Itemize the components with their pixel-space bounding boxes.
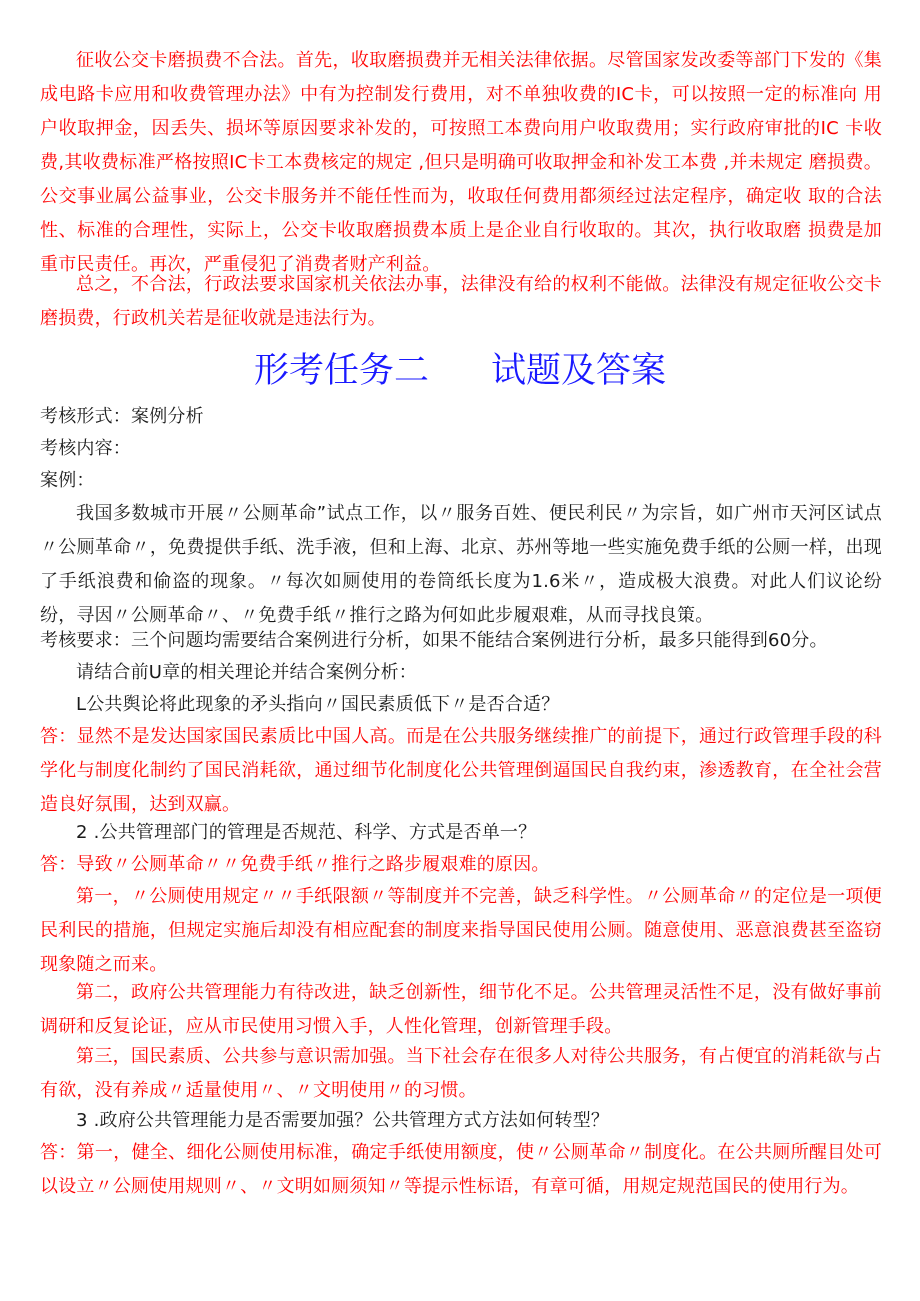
assessment-requirement: 考核要求：三个问题均需要结合案例进行分析，如果不能结合案例进行分析，最多只能得到60分。 xyxy=(40,630,828,651)
analysis-instruction: 请结合前U章的相关理论并结合案例分析： xyxy=(76,662,417,683)
section-title xyxy=(0,346,920,396)
paragraph-summary: 总之，不合法，行政法要求国家机关依法办事，法律没有给的权利不能做。法律没有规定征收公交卡磨损费，行政机关若是征收就是违法行为。 xyxy=(40,274,882,329)
section-title-part-a: 形考任务二 xyxy=(253,351,429,391)
question-1: L公共舆论将此现象的矛头指向〃国民素质低下〃是否合适？ xyxy=(76,694,560,715)
assessment-content: 考核内容： xyxy=(40,438,131,459)
paragraph-conclusion-detail: 征收公交卡磨损费不合法。首先，收取磨损费并无相关法律依据。尽管国家发改委等部门下发的《集成电路卡应用和收费管理办法》中有为控制发行费用，对不单独收费的IC卡，可以按照一定的标准向 用户收取押金，因丢失、损坏等原因要求补发的，可按照工本费向用户收取费用；实行政府审批的IC 卡收费,其收费标准严格按照IC卡工本费核定的规定 ,但只是明确可收取押金和补发工本费 ,并未规定 磨损费。公交事业属公益事业，公交卡服务并不能任性而为，收取任何费用都须经过法定程序，确定收 取的合法性、标准的合理性，实际上，公交卡收取磨损费本质上是企业自行收取的。其次，执行收取磨 损费是加重市民责任。再次，严重侵犯了消费者财产利益。 xyxy=(40,50,882,275)
answer-1: 答：显然不是发达国家国民素质比中国人高。而是在公共服务继续推广的前提下，通过行政管理手段的科学化与制度化制约了国民消耗欲，通过细节化制度化公共管理倒逼国民自我约束，渗透教育，在全社会营造良好氛围，达到双赢。 xyxy=(40,726,882,815)
answer-3: 答：第一，健全、细化公厕使用标准，确定手纸使用额度，使〃公厕革命〃制度化。在公共厕所醒目处可以设立〃公厕使用规则〃、〃文明如厕须知〃等提示性标语，有章可循，用规定规范国民的使用行为。 xyxy=(40,1142,882,1197)
question-2: 2 .公共管理部门的管理是否规范、科学、方式是否单一？ xyxy=(76,822,537,843)
case-text: 我国多数城市开展〃公厕革命”试点工作，以〃服务百姓、便民利民〃为宗旨，如广州市天河区试点〃公厕革命〃，免费提供手纸、洗手液，但和上海、北京、苏州等地一些实施免费手纸的公厕一样，出现了手纸浪费和偷盗的现象。〃每次如厕使用的卷筒纸长度为1.6米〃，造成极大浪费。对此人们议论纷纷，寻因〃公厕革命〃、〃免费手纸〃推行之路为何如此步履艰难，从而寻找良策。 xyxy=(40,503,882,626)
answer-2-point-3: 第三，国民素质、公共参与意识需加强。当下社会存在很多人对待公共服务，有占便宜的消耗欲与占有欲，没有养成〃适量使用〃、〃文明使用〃的习惯。 xyxy=(40,1046,882,1101)
case-label: 案例： xyxy=(40,470,95,491)
answer-2: 答：导致〃公厕革命〃〃免费手纸〃推行之路步履艰难的原因。 xyxy=(40,854,550,875)
answer-2-point-1: 第一，〃公厕使用规定〃〃手纸限额〃等制度并不完善，缺乏科学性。〃公厕革命〃的定位是一项便民利民的措施，但规定实施后却没有相应配套的制度来指导国民使用公厕。随意使用、恶意浪费甚至盗窃现象随之而来。 xyxy=(40,886,882,975)
assessment-form: 考核形式：案例分析 xyxy=(40,406,204,427)
section-title-part-b: 试题及答案 xyxy=(491,351,667,391)
question-3: 3 .政府公共管理能力是否需要加强？公共管理方式方法如何转型？ xyxy=(76,1110,610,1131)
answer-2-point-2: 第二，政府公共管理能力有待改进，缺乏创新性，细节化不足。公共管理灵活性不足，没有做好事前调研和反复论证，应从市民使用习惯入手，人性化管理，创新管理手段。 xyxy=(40,982,882,1037)
